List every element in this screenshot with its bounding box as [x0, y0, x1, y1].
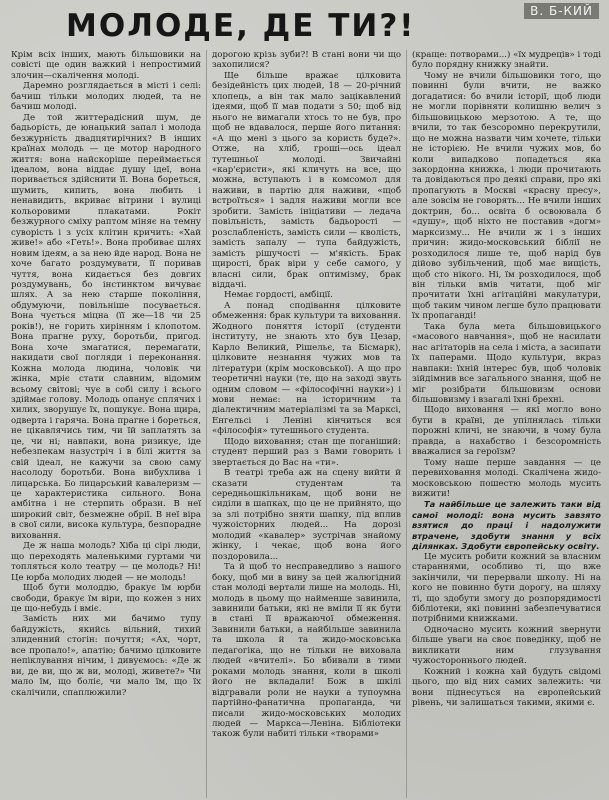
article-title: МОЛОДЕ, ДЕ ТИ?! [66, 8, 416, 44]
text-column-1 [6, 50, 206, 798]
article-header [0, 0, 609, 48]
paragraph: А понад сподівання цілковите обмеження: брак культури та виховання. Жодного поняття історії (студенти інституту, не знають хто був Цезар, Карло Великий, Рішельє, та Бісмарк), цілковите незнання чужих мов та літератури (крім московської). А що про теоретичні науки (те, що на заході звуть одним словом — «філософічні науки») і мови немає: на історичним та діалектичним матеріалізмі та за Марксі, Енгельсі і Леніні кінчиться вся «філософія» тутешнього студента. [212, 300, 401, 437]
paragraph: (краще: потворами...) «їх мудреців» і тоді було порядну книжку знайти. [412, 50, 601, 71]
article-body [6, 50, 606, 798]
paragraph: Даремно розглядається в місті і селі: бачиш тільки молодих людей, та не бачиш молоді. [11, 81, 201, 113]
paragraph: Це мусить робити кожний за власним стараннями, особливо ті, що вже закінчили, чи перервали школу. Ні на кого не повинно бути дорогу, на шляху ті, що здобути змогу до розпорядимості бібліотеки, які повинні забезпечуватися потрібними книжками. [412, 551, 601, 625]
paragraph: Та й щоб то несправедливо з нашого боку, щоб ми в вину за цей жалюгідний стан молоді вертали лише на молодь. Ні, молодь в цьому що найменше завинила, завинили батьки, які не вміли її як бути в стані її вражаючої обмеження. Завинили батьки, а найбільше завинила та школа й та жидо-московська педагогіка, що не тільки не виховала людей «вчителі». Бо вбивали в тими роками молодь знання, коли в школі його не вкладали! Бож в шкілі відгравали роли не науки а тупоумна партійно-фанатична пропаганда, чи писали жидо-московських молодих людей — Маркса—Леніна. Бібліотеки також були набиті тільки «творами» [212, 562, 401, 740]
paragraph: Ще більше вражає цілковита безідейність цих людей, 18 — 20-річний хлопець, а він так мало зацікавлений ідеями, щоб її мав подати з 50; щоб від нього не вимагали хтось то не був, про щоб не вдавалося, перше його питання: «А що мені з цього за користь буде?». Отже, на хліб, гроші—ось ідеал тутешньої молоді. Звичайні «кар'єристи», які кличуть на все, що можна, вступають і в комсомол для наживи, в партію для наживи, «щоб встроїться» і задля наживи могли все зробити. Замість ініціативи — ледача повільність, замість бадьорості — розслабленість, замість сили — кволість, замість запалу — тупа байдужість, замість рішучості — м'якість. Брак щирості, брак віри у себе самого, у власні сили, брак оптимізму, брак віддачі. [212, 70, 401, 290]
paragraph: Де той життерадісний шум, де бадьорість, де юнацький запал і молода безжурність двадцятирічних? В інших країнах молодь — це мотор народного життя: вона найскоріше переймається ідеалом, вона віддає душу ідеї, вона поривається здійснити її. Вона бореться, шумить, кипить, вона любить і ненавидить, вкриває вітрини і вулиці кольоровими плакатами. Рокіт безжурного сміху раптом міняє на темну суворість і з усіх клітин кричить: «Хай живе!» або «Геть!». Вона пробиває шлях новим ідеям, а за нею йде народ. Вона не хоче багато роздумувати, її поривав чуття, вона кидається без довгих роздумувань, бо інстинктом вичуває шлях. А за нею старше покоління, обдумуючи, повільніше посувається. Вона чується міцна (її же—18 чи 25 років!), не горить хирінням і клопотом. Вона прагне руху, боротьби, пригод. Вона хоче змагатися, перемагати, накидати свої погляди і переконання. Кожна молода людина, чоловік чи жінка, мріє стати славним, відомим всьому світові; чує в собі силу і всього здіймає голову. Молодь опанує сплячих і хилих, зворушує їх, пошукує. Вона щира, одверта і гаряча. Вона прагне і бореться, не цікавлячись тим, чи їй заплатять за це, чи ні; навпаки, вона ризикує, іде небезпекам назустріч і в білі життя за свій ідеал, не кажучи за свою саму насолоду боротьби. Вона вибухлива і лицарська. Бо лицарський кавалеризм — це характеристика сильного. Вона амбітна і не стерпить образи. В неї широкий світ, безмежне обрії. В неї віра в свої сили, висока культура, безпорадне виховання. [11, 112, 202, 541]
paragraph: Де ж наша молодь? Хіба ці сірі люди, що переходять маленькими гуртами чи топляться коло театру — це молодь? Ні! Це юрба молодих людей — не молодь! [11, 541, 201, 583]
paragraph: Кожний і кожна хай будуть свідомі цього, що від них самих залежить: чи вони піднесуться на європейський рівень, чи залишаться такими, якими є. [412, 666, 601, 709]
paragraph: Замість них ми бачимо тупу байдужість, якийсь вільний, тихий злиденний стогін: почуття; «Ах, чорт, все пропало!», апатію; бачимо цілковите непіклування нічим, і дивуємось: «Де ж ви, де ви, що ж ви, молоді, живете?» Чи мало їм, що боліє, чи мало їм, що їх скалічили, спаплюжили? [11, 614, 201, 698]
paragraph: Щодо виховання — які могло воно бути в країні, де упілнялась тільки порожні кличі, не знаючи, в чому була правда, а нахабство і безсоромність вважалися за героїзм? [412, 405, 601, 458]
paragraph: Немає гордості, амбіції. [224, 290, 333, 301]
paragraph: Тому наше перше завдання — це перевиховання молоді. Скалічена жидо-московською пошестю молодь мусить вижити! [412, 457, 601, 500]
paragraph: Така була мета більшовицького «масового навчання», щоб не насилати нас агітаторів на села і міста, а засипати їх паперами. Щодо культури, вкраз навпаки: їхній інтерес був, щоб чоловік зійдімнив все загального знання, щоб не міг розібрати більшовизм основи більшовизму і взагалі їхні брехні. [412, 321, 601, 405]
paragraph: Одночасно мусить кожний звернути більше уваги на своє поведінку, щоб не викликати ним глузування чужостороннього людей. [412, 624, 601, 667]
text-column-3 [406, 50, 606, 798]
paragraph: Крім всіх інших, мають більшовики на совісті ще один важкий і непростимий злочин—скалічення молоді. [11, 50, 201, 81]
paragraph: Чому не вчили більшовики того, що повинні були вчити, не важко догадатися: бо вчили історії, щоб люди не могли порівняти колишню велич з більшовицькою мерзотою. А те, що вчили, то так безсоромно перекрутили, що не можна назвати чим хочете, тільки не історією. Не вчили чужих мов, бо коли випадково попадеться яка закордонна книжка, і люди прочитають та довідаються про деякі справи, про які пропагують в Москві «красну пресу», але зовсім не говорять... Не вчили інших доктрин, бо... освіта б освоювала б «душу», щоб ніхто не поставив «догм» марксизму... Не вчили ж і з інших причин: жидо-московський біблії не розходилося лише те, щоб нарід був дійово зубільчений, щоб має вищість, щоб сто нікого. Ні, їм розходилося, щоб він тільки вмів читати, щоб міг прочитати їхні агітаційні макулатури, щоб таким чином легше було працювати їх пропаганді! [412, 70, 601, 322]
text-column-2 [206, 50, 406, 798]
paragraph: Щодо виховання; стан ще поганіший: студент перший раз з Вами говорить і звертається до Вас на «ти». [212, 436, 401, 468]
emphasized-paragraph: Та найбільше це залежить таки від самої молоді: вона мусить завзято взятися до праці і надолужити втрачене, здобути знання у всіх ділянках. Здобути європейську освіту. [412, 499, 601, 552]
paragraph: дорогою крізь зуби?! В стані вони чи що захопилися? [212, 50, 401, 71]
paragraph: Щоб бути молоддю, бракує їм юрби свободи, бракує їм віри, що кожен з них це що-небудь і вміє. [11, 583, 201, 615]
author-signature: В. Б-КИЙ [524, 3, 599, 19]
paragraph: В театрі треба аж на сцену вийти й сказати студентам та середньошкільникам, щоб вони не сиділи в шапках, що це не прийнято, що за злі потрібно зняти шапку, під вплив чужоісторних людей... На дорозі молодий «кавалер» зустрічав знайому жінку, і чекає, щоб вона його поздоровила... [212, 468, 401, 562]
